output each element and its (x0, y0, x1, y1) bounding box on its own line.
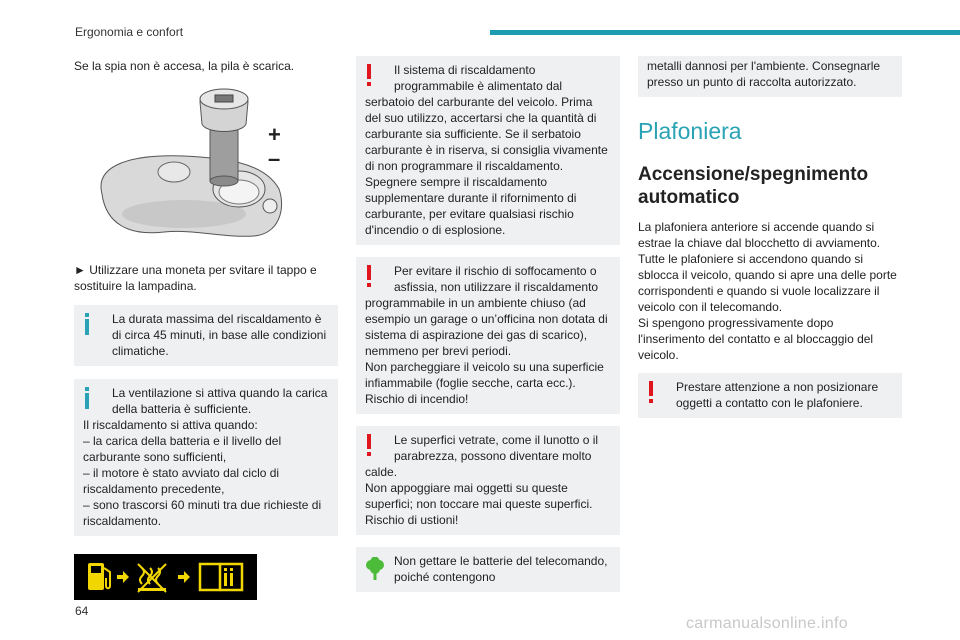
info-box-ventilation (74, 379, 338, 536)
column-2 (356, 56, 620, 592)
warning-text: Prestare attenzione a non posizionare oggetti a contatto con le plafoniere. (676, 380, 879, 410)
environment-tree-icon (365, 557, 385, 585)
info-list-item: – la carica della batteria e il livello del carburante sono sufficienti, (83, 434, 282, 464)
info-text: La durata massima del riscaldamento è di circa 45 minuti, in base alle condizioni climatiche. (112, 312, 327, 358)
warning-icon (648, 381, 654, 407)
page-number: 64 (75, 604, 89, 618)
running-header: Ergonomia e confort (75, 25, 184, 39)
watermark: carmanualsonline.info (686, 615, 848, 632)
warning-text: Le superfici vetrate, come il lunotto o il parabrezza, possono diventare molto (394, 433, 599, 463)
arrow-right-icon (178, 571, 190, 583)
paragraph: La plafoniera anteriore si accende quando si estrae la chiave dal blocchetto di avviamento. (638, 220, 881, 250)
paragraph: Tutte le plafoniere si accendono quando si sblocca il veicolo, quando si apre una delle porte corrispondenti e quando si vuole localizzare il veicolo con il telecomando. (638, 252, 897, 314)
warning-text-cont: calde. (365, 465, 398, 479)
environment-text-cont: metalli dannosi per l'ambiente. Consegnarle presso un punto di raccolta autorizzato. (647, 59, 881, 89)
info-text: La ventilazione si attiva quando la carica della batteria è sufficiente. (112, 386, 328, 416)
manual-info-icon (200, 564, 242, 590)
warning-text: Per evitare il rischio di soffocamento o asfissia, non utilizzare il riscaldamento (394, 264, 599, 294)
warning-text-cont: serbatoio del carburante del veicolo. Prima del suo utilizzo, accertarsi che la quantità di carburante sia sufficiente. Se il serbatoio carburante è in riserva, si consiglia vivamente di non programmare il riscaldamento. Spegnere sempre il riscaldamento supplementare durante il rifornimento di carburante, per evitare qualsiasi rischio d'incendio o di esplosione. (365, 95, 608, 237)
subsection-title: Accensione/spegnimento automatico (638, 164, 869, 208)
warning-text: Il sistema di riscaldamento programmabile è alimentato dal (394, 63, 563, 93)
warning-box-hot-glass (356, 426, 620, 535)
warning-lamp-panel (74, 554, 257, 600)
environment-text: Non gettare le batterie del telecomando, poiché contengono (394, 554, 608, 584)
warning-icon (366, 434, 372, 460)
info-icon (84, 387, 90, 413)
section-title: Plafoniera (638, 118, 742, 144)
info-icon (84, 313, 90, 339)
instruction-text: Utilizzare una moneta per svitare il tappo e sostituire la lampadina. (74, 263, 317, 293)
fuel-pump-icon (88, 563, 110, 590)
info-list-item: – il motore è stato avviato dal ciclo di riscaldamento precedente, (83, 466, 280, 496)
intro-text: Se la spia non è accesa, la pila è scarica. (74, 59, 295, 73)
minus-label: – (268, 146, 281, 171)
arrow-right-icon (117, 571, 129, 583)
info-box-heating-duration (74, 305, 338, 366)
warning-box-fuel (356, 56, 620, 245)
battery-cap-diagram (74, 84, 338, 254)
header-accent-bar (490, 30, 960, 35)
column-1 (74, 56, 338, 600)
warning-box-asphyxia (356, 257, 620, 414)
warning-icon (366, 265, 372, 291)
remote-battery-cap-illustration (74, 84, 338, 254)
warning-icon (366, 64, 372, 90)
plus-label: + (268, 122, 281, 147)
info-line: Il riscaldamento si attiva quando: (83, 418, 258, 432)
info-list-item: – sono trascorsi 60 minuti tra due richieste di riscaldamento. (83, 498, 322, 528)
column-3 (638, 56, 902, 418)
environment-box-continued (638, 56, 902, 97)
environment-box-batteries (356, 547, 620, 592)
paragraph: Si spengono progressivamente dopo l'inserimento del contatto e al bloccaggio del veicolo. (638, 316, 874, 362)
no-heating-icon (138, 564, 166, 592)
warning-text-line: Non appoggiare mai oggetti su queste superfici; non toccare mai queste superfici. Rischio di ustioni! (365, 481, 593, 527)
warning-text-cont: programmabile in un ambiente chiuso (ad esempio un garage o un’officina non dotata di sistema di aspirazione dei gas di scarico), nemmeno per brevi periodi. (365, 296, 608, 358)
bullet-arrow-icon: ► (74, 263, 86, 277)
warning-box-ceiling-light (638, 373, 902, 418)
instruction-bullet (74, 262, 338, 294)
warning-text-line: Non parcheggiare il veicolo su una superficie infiammabile (foglie secche, carta ecc.). Rischio di incendio! (365, 360, 604, 406)
